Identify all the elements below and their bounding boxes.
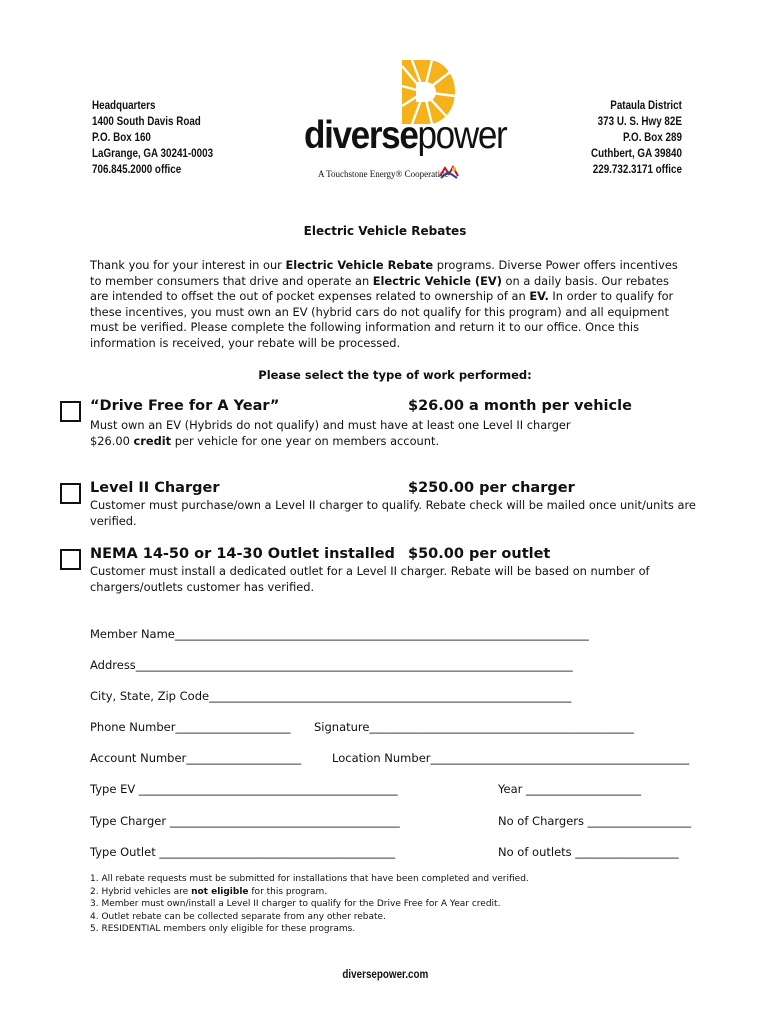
note-item — [90, 923, 529, 936]
footer-website — [0, 967, 770, 981]
drive-free-checkbox[interactable] — [60, 401, 81, 422]
address-field[interactable]: Address____________________________________________________________________________ — [90, 658, 573, 672]
level-ii-charger-price: $250.00 per charger — [408, 480, 575, 496]
intro-text-3: on a daily basis. Our rebates are intended to offset the out of pocket expenses related to ownership of an — [90, 273, 669, 304]
brand-wordmark — [304, 114, 506, 158]
intro-bold-3: EV. — [529, 289, 549, 304]
nema-outlet-description: Customer must install a dedicated outlet for a Level II charger. Rebate will be based on number of chargers/outlets customer has verified. — [90, 564, 650, 594]
intro-paragraph — [90, 258, 690, 352]
no-of-chargers-field[interactable]: No of Chargers __________________ — [498, 814, 692, 828]
drive-free-price: $26.00 a month per vehicle — [408, 398, 632, 414]
type-outlet-field[interactable]: Type Outlet _________________________________________ — [90, 845, 396, 859]
city-state-zip-field[interactable]: City, State, Zip Code_______________________________________________________________ — [90, 689, 572, 703]
no-of-outlets-field[interactable]: No of outlets __________________ — [498, 845, 679, 859]
drive-free-desc-b: credit — [133, 433, 172, 448]
note-item — [90, 911, 529, 924]
brand-light: power — [417, 114, 507, 157]
logo-tagline: A Touchstone Energy® Cooperative — [318, 169, 449, 179]
headquarters-city: LaGrange, GA 30241-0003 — [92, 146, 214, 160]
pataula-po-box: P.O. Box 289 — [623, 130, 682, 144]
note-item — [90, 873, 529, 886]
intro-bold-1: Electric Vehicle Rebate — [285, 258, 434, 272]
note-2-text-c: for this program. — [248, 886, 328, 897]
headquarters-phone: 706.845.2000 office — [92, 162, 182, 176]
intro-bold-2: Electric Vehicle (EV) — [372, 273, 502, 288]
level-ii-charger-name: Level II Charger — [90, 480, 220, 496]
intro-text-2: programs. Diverse Power offers incentives to member consumers that drive and operate an — [90, 258, 678, 288]
headquarters-address — [92, 97, 213, 177]
note-5-text: 5. RESIDENTIAL members only eligible for these programs. — [90, 924, 356, 935]
notes-list — [90, 873, 529, 936]
nema-outlet-price: $50.00 per outlet — [408, 546, 551, 562]
account-number-field[interactable]: Account Number____________________ — [90, 751, 302, 765]
headquarters-title: Headquarters — [92, 98, 156, 112]
level-ii-charger-checkbox[interactable] — [60, 483, 81, 504]
pataula-street: 373 U. S. Hwy 82E — [597, 114, 682, 128]
note-4-text: 4. Outlet rebate can be collected separate from any other rebate. — [90, 911, 386, 922]
note-1-text: 1. All rebate requests must be submitted for installations that have been completed and verified. — [90, 874, 529, 884]
note-2-text-bold: not eligible — [191, 886, 249, 897]
pataula-title: Pataula District — [610, 98, 682, 112]
note-item — [90, 898, 529, 911]
headquarters-po-box: P.O. Box 160 — [92, 130, 151, 144]
intro-text-1: Thank you for your interest in our — [90, 258, 286, 272]
brand-bold: diverse — [304, 114, 418, 157]
note-item — [90, 886, 529, 899]
drive-free-desc-c: per vehicle for one year on members account. — [171, 433, 440, 448]
page-title: Electric Vehicle Rebates — [303, 224, 467, 238]
pataula-city: Cuthbert, GA 39840 — [591, 146, 682, 160]
member-name-field[interactable]: Member Name________________________________________________________________________ — [90, 627, 589, 641]
pataula-district-address — [591, 97, 682, 177]
nema-outlet-checkbox[interactable] — [60, 549, 81, 570]
phone-number-field[interactable]: Phone Number____________________ — [90, 720, 291, 734]
type-ev-field[interactable]: Type EV _____________________________________________ — [90, 782, 398, 796]
year-field[interactable]: Year ____________________ — [498, 782, 642, 796]
touchstone-energy-icon — [438, 164, 460, 180]
location-number-field[interactable]: Location Number_____________________________________________ — [332, 751, 690, 765]
nema-outlet-name: NEMA 14-50 or 14-30 Outlet installed — [90, 546, 395, 562]
note-2-text-a: 2. Hybrid vehicles are — [90, 886, 192, 897]
footer-website-text[interactable]: diversepower.com — [342, 967, 428, 981]
pataula-phone: 229.732.3171 office — [592, 162, 682, 176]
select-prompt: Please select the type of work performed: — [258, 368, 532, 382]
drive-free-desc-a: Must own an EV (Hybrids do not qualify) and must have at least one Level II charger $26.00 — [90, 418, 571, 448]
drive-free-description — [90, 418, 590, 450]
headquarters-street: 1400 South Davis Road — [92, 114, 201, 128]
drive-free-name: “Drive Free for A Year” — [90, 398, 280, 414]
type-charger-field[interactable]: Type Charger ________________________________________ — [90, 814, 400, 828]
note-3-text: 3. Member must own/install a Level II charger to qualify for the Drive Free for A Year credit. — [90, 899, 501, 910]
intro-text-4: In order to qualify for these incentives, you must own an EV (hybrid cars do not qualify for this program) and all equipment must be verified. Please complete the following information and return it to our office. Once this information is received, your rebate will be processed. — [90, 289, 674, 350]
level-ii-charger-description: Customer must purchase/own a Level II charger to qualify. Rebate check will be mailed once unit/units are verified. — [90, 498, 696, 528]
signature-field[interactable]: Signature______________________________________________ — [314, 720, 634, 734]
diverse-power-logo — [300, 56, 507, 186]
